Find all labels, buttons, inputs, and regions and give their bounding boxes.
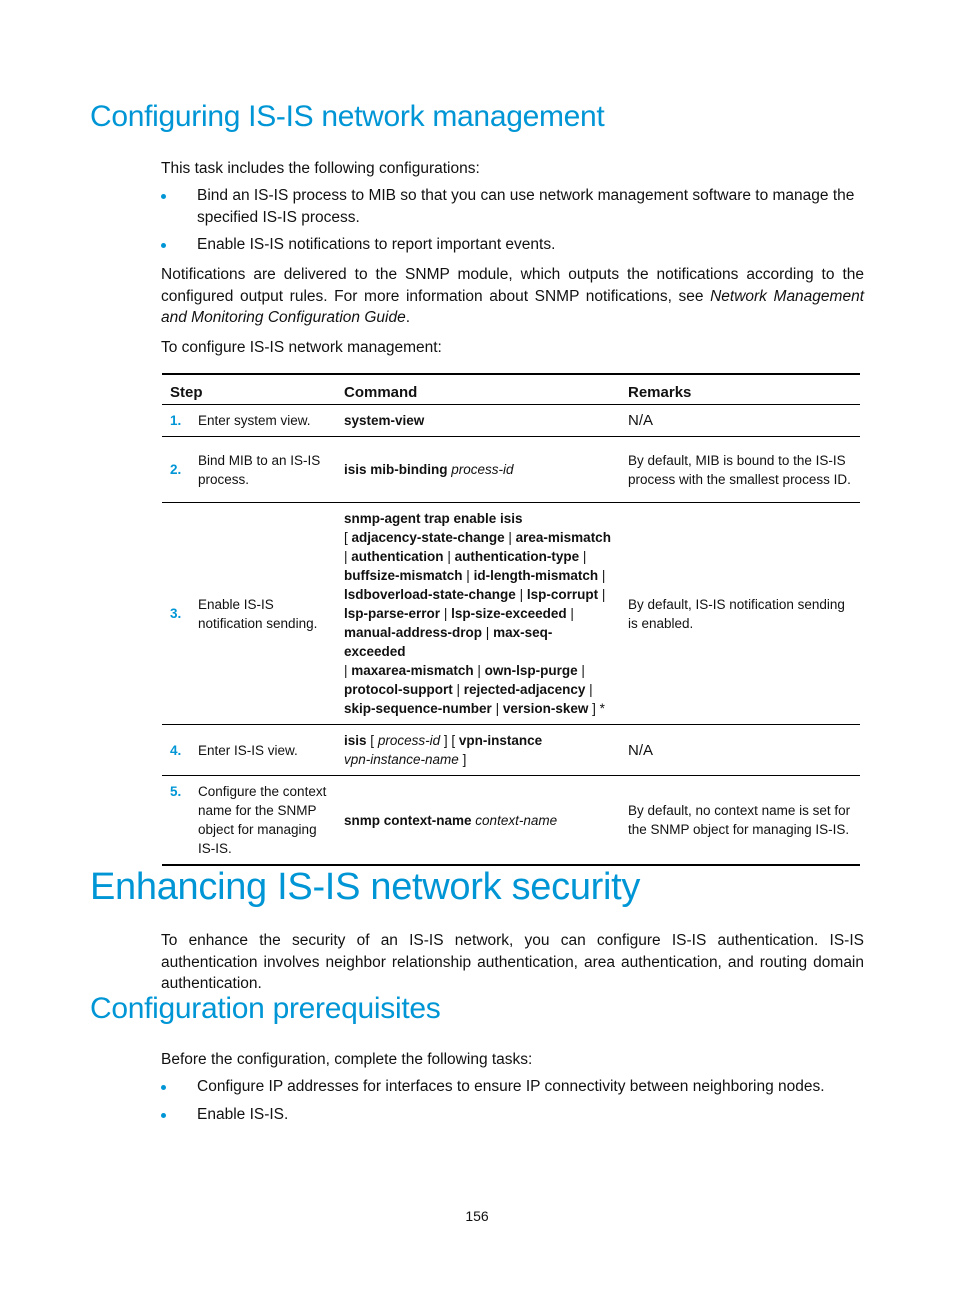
separator: | [456, 682, 461, 697]
command-keyword: lsp-corrupt [526, 587, 599, 602]
command-keyword: system-view [344, 413, 425, 428]
list-item [161, 185, 861, 228]
bracket: ] * [592, 701, 605, 716]
remarks-cell: N/A [620, 405, 860, 437]
step-description: Enter IS-IS view. [190, 725, 336, 776]
separator: | [447, 549, 451, 564]
column-header-command: Command [336, 374, 620, 405]
separator: | [589, 682, 593, 697]
list-item [161, 1104, 861, 1126]
command-keyword: authentication [351, 549, 444, 564]
table-row [162, 437, 860, 503]
command-keyword: manual-address-drop [344, 625, 483, 640]
command-keyword: lsp-size-exceeded [451, 606, 567, 621]
separator: | [519, 587, 524, 602]
command-keyword: version-skew [502, 701, 589, 716]
list-item [161, 1076, 861, 1098]
list-item [161, 234, 861, 256]
command-cell [336, 503, 620, 725]
prerequisites-intro: Before the configuration, complete the following tasks: [161, 1051, 533, 1068]
bullet-icon [161, 194, 166, 199]
column-header-remarks: Remarks [620, 374, 860, 405]
section-title-network-security: Enhancing IS-IS network security [90, 866, 641, 908]
section-title-prerequisites: Configuration prerequisites [90, 992, 441, 1025]
remarks-cell: By default, no context name is set for the SNMP object for managing IS-IS. [620, 776, 860, 866]
command-keyword: maxarea-mismatch [351, 663, 474, 678]
separator: | [485, 625, 490, 640]
bracket: [ [370, 733, 375, 748]
list-item-text: Bind an IS-IS process to MIB so that you can use network management software to manage the specified IS-IS process. [197, 187, 855, 226]
command-argument: process-id [451, 462, 514, 477]
command-cell [336, 437, 620, 503]
table-row [162, 776, 860, 866]
command-keyword: area-mismatch [515, 530, 611, 545]
table-lead-text: To configure IS-IS network management: [161, 339, 442, 356]
section-title-network-management: Configuring IS-IS network management [90, 100, 605, 133]
table-row [162, 503, 860, 725]
step-description: Enable IS-IS notification sending. [190, 503, 336, 725]
remarks-cell: By default, MIB is bound to the IS-IS process with the smallest process ID. [620, 437, 860, 503]
command-argument: context-name [475, 812, 558, 828]
separator: | [582, 549, 587, 564]
table-header-row [162, 374, 860, 405]
config-steps-table [162, 373, 860, 866]
step-description: Bind MIB to an IS-IS process. [190, 437, 336, 503]
paragraph-text: Notifications are delivered to the SNMP module, which outputs the notifications according to the configured output rules. For more information about SNMP notifications, see [161, 266, 864, 305]
bullet-icon [161, 1113, 166, 1118]
command-keyword: max-seq-exceeded [344, 625, 553, 659]
separator: | [344, 549, 348, 564]
guide-reference: Network Management and Monitoring Configuration Guide [161, 287, 864, 326]
command-keyword: rejected-adjacency [463, 682, 586, 697]
separator: | [570, 606, 574, 621]
command-keyword: adjacency-state-change [351, 530, 505, 545]
paragraph-end: . [405, 309, 411, 326]
command-cell [336, 405, 620, 437]
separator: | [495, 701, 500, 716]
command-keyword: lsdboverload-state-change [344, 587, 516, 602]
step-description: Enter system view. [190, 405, 336, 437]
notifications-paragraph [161, 264, 864, 329]
command-keyword: protocol-support [344, 682, 453, 697]
command-keyword: isis mib-binding [344, 462, 448, 477]
command-cell [336, 776, 620, 866]
separator: | [601, 587, 606, 602]
command-keyword: skip-sequence-number [344, 701, 492, 716]
separator: | [581, 663, 585, 678]
command-keyword: snmp context-name [344, 812, 472, 828]
step-description: Configure the context name for the SNMP object for managing IS-IS. [190, 776, 336, 866]
command-keyword: vpn-instance [458, 733, 543, 748]
step-number: 4. [162, 725, 190, 776]
command-keyword: lsp-parse-error [344, 606, 441, 621]
table-row [162, 405, 860, 437]
command-keyword: authentication-type [454, 549, 580, 564]
command-cell [336, 725, 620, 776]
separator: | [443, 606, 448, 621]
bullet-icon [161, 1085, 166, 1090]
bracket: [ [344, 530, 348, 545]
column-header-step: Step [162, 374, 336, 405]
remarks-cell: N/A [620, 725, 860, 776]
command-keyword: id-length-mismatch [473, 568, 599, 583]
list-item-text: Enable IS-IS notifications to report important events. [197, 236, 556, 253]
step-number: 5. [162, 776, 190, 866]
command-argument: process-id [377, 733, 441, 748]
bracket: ] [ [443, 733, 456, 748]
intro-text: This task includes the following configurations: [161, 160, 480, 177]
separator: | [466, 568, 470, 583]
step-number: 2. [162, 437, 190, 503]
bracket: ] [462, 752, 467, 767]
list-item-text: Configure IP addresses for interfaces to ensure IP connectivity between neighboring nodes. [197, 1078, 825, 1095]
command-keyword: buffsize-mismatch [344, 568, 463, 583]
bullet-icon [161, 243, 166, 248]
command-keyword: isis [344, 733, 367, 748]
remarks-cell: By default, IS-IS notification sending is enabled. [620, 503, 860, 725]
list-item-text: Enable IS-IS. [197, 1106, 289, 1123]
separator: | [508, 530, 512, 545]
step-number: 1. [162, 405, 190, 437]
separator: | [344, 663, 348, 678]
command-keyword: own-lsp-purge [484, 663, 578, 678]
security-paragraph: To enhance the security of an IS-IS network, you can configure IS-IS authentication. IS-IS authentication involves neighbor relationship authentication, area authentication, and routing domain authentication. [161, 932, 864, 992]
table-row [162, 725, 860, 776]
command-argument: vpn-instance-name [344, 752, 459, 767]
step-number: 3. [162, 503, 190, 725]
command-keyword: snmp-agent trap enable isis [344, 511, 523, 526]
separator: | [601, 568, 606, 583]
separator: | [477, 663, 481, 678]
page-number: 156 [465, 1208, 489, 1224]
